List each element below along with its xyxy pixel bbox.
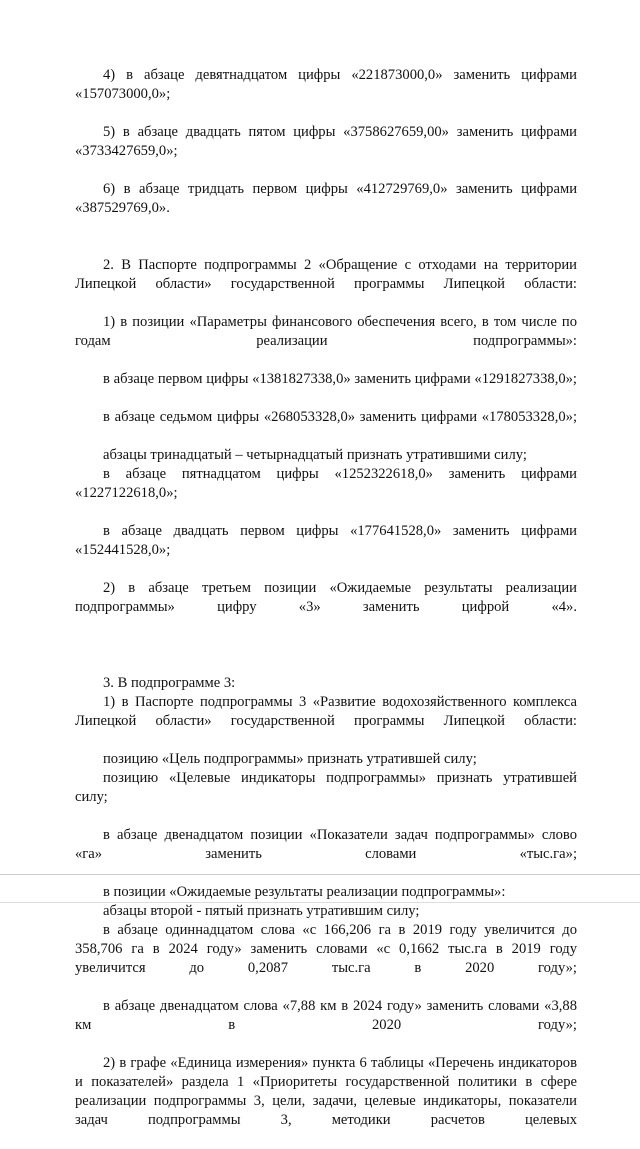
paragraph: в абзаце одиннадцатом слова «с 166,206 га в 2019 году увеличится до 358,706 га в 2024 году» заменить словами «с 0,1662 тыс.га в 2019 году увеличится до 0,2087 тыс.га в 2020 году»; [75, 922, 577, 976]
paragraph: в абзаце пятнадцатом цифры «1252322618,0» заменить цифрами «1227122618,0»; [75, 466, 577, 501]
paragraph: 2) в графе «Единица измерения» пункта 6 таблицы «Перечень индикаторов и показателей» раздела 1 «Приоритеты государственной политики в сфере реализации подпрограммы 3, цели, задачи, целевые индикаторы, показатели задач подпрограммы 3, методики расчетов целевых [75, 1055, 577, 1128]
paragraph-gap [75, 636, 577, 674]
paragraph: позицию «Цель подпрограммы» признать утратившей силу; [103, 751, 477, 767]
paragraph: позицию «Целевые индикаторы подпрограммы» признать утратившей силу; [75, 770, 577, 805]
paragraph-gap [75, 218, 577, 256]
paragraph: 1) в Паспорте подпрограммы 3 «Развитие водохозяйственного комплекса Липецкой области» государственной программы Липецкой области: [75, 694, 577, 729]
paragraph: в абзаце двенадцатом позиции «Показатели задач подпрограммы» слово «га» заменить словами «тыс.га»; [75, 827, 577, 862]
document-body [75, 66, 577, 1149]
paragraph: 3. В подпрограмме 3: [103, 675, 236, 691]
scan-edge-line [0, 874, 640, 875]
paragraph: 2) в абзаце третьем позиции «Ожидаемые результаты реализации подпрограммы» цифру «3» заменить цифрой «4». [75, 580, 577, 615]
paragraph: 2. В Паспорте подпрограммы 2 «Обращение с отходами на территории Липецкой области» государственной программы Липецкой области: [75, 257, 577, 292]
paragraph: абзацы второй - пятый признать утратившим силу; [103, 903, 420, 919]
paragraph: в абзаце седьмом цифры «268053328,0» заменить цифрами «178053328,0»; [103, 409, 577, 425]
paragraph: в абзаце двадцать первом цифры «177641528,0» заменить цифрами «152441528,0»; [75, 523, 577, 558]
paragraph: 1) в позиции «Параметры финансового обеспечения всего, в том числе по годам реализации подпрограммы»: [75, 314, 577, 349]
paragraph: 5) в абзаце двадцать пятом цифры «3758627659,00» заменить цифрами «3733427659,0»; [75, 124, 577, 159]
paragraph: абзацы тринадцатый – четырнадцатый признать утратившими силу; [103, 447, 527, 463]
paragraph: 4) в абзаце девятнадцатом цифры «221873000,0» заменить цифрами «157073000,0»; [75, 67, 577, 102]
paragraph: в абзаце первом цифры «1381827338,0» заменить цифрами «1291827338,0»; [103, 371, 577, 387]
paragraph: 6) в абзаце тридцать первом цифры «412729769,0» заменить цифрами «387529769,0». [75, 181, 577, 216]
scan-edge-line [0, 902, 640, 903]
paragraph: в абзаце двенадцатом слова «7,88 км в 2024 году» заменить словами «3,88 км в 2020 году»; [75, 998, 577, 1033]
paragraph: в позиции «Ожидаемые результаты реализации подпрограммы»: [103, 884, 506, 900]
